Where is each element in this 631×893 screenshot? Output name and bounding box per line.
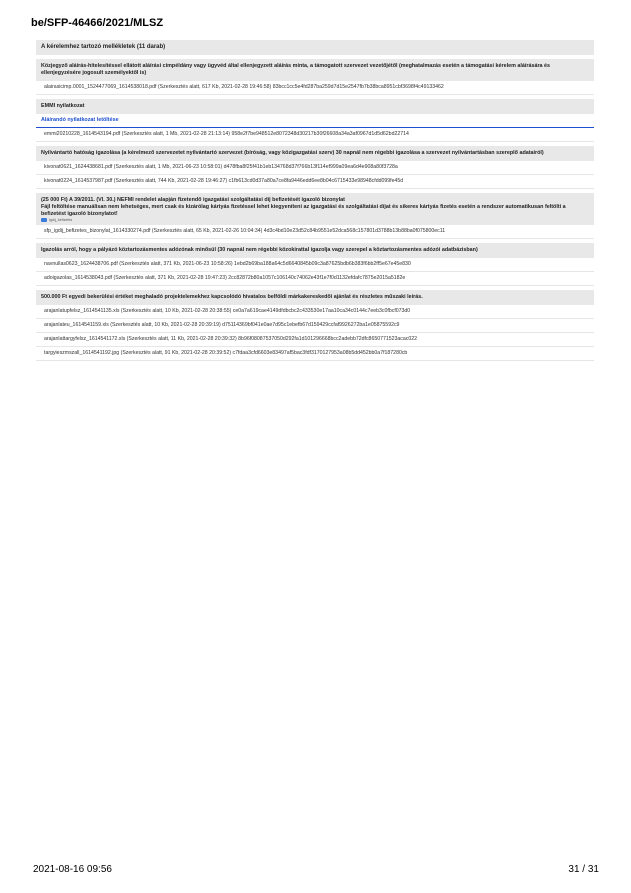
file-item[interactable]: kivonat0621_1624438681.pdf (Szerkesztés alatt, 1 Mb, 2021-06-23 10:58:01) d478fba8f25f41b1eb134768d37f766b13f114ef999a09ea6d4e908a80f3728a — [36, 161, 594, 175]
fee-tag-label: Igdíj_befizetés — [49, 218, 73, 223]
file-item[interactable]: targyieszmszall_1614541192.jpg (Szerkesztés alatt, 91 Kb, 2021-02-28 20:39:52) c7fdaa3cfd6603e83497af5bac3fdf3170127953a08b5dd452bb0a7f187280cb — [36, 347, 594, 361]
group-title-signature: Közjegyző aláírás-hitelesítéssel ellátott aláírási címpéldány vagy ügyvéd által ellenjegyzett aláírás minta, a támogatott szervezet vezetőjétől (meghatalmazás esetén a támogatási kérelem aláírására és ellenjegyzésére jogosult személyektől is) — [36, 59, 594, 81]
group-title-tax: Igazolás arról, hogy a pályázó köztartozásmentes adózónak minősül (30 napnál nem régebbi közokirattal igazolja vagy szerepel a köztartozásmentes adózói adatbázisban) — [36, 243, 594, 258]
fee-title: (25 000 Ft) A 39/2011. (VI. 30.) NEFMI rendelet alapján fizetendő igazgatási szolgáltatási díj befizetését igazoló bizonylat — [41, 197, 345, 203]
file-item[interactable]: kivonat0224_1614537987.pdf (Szerkesztés alatt, 744 Kb, 2021-02-28 19:46:27) c1fb613cd0d37a80a7ce8fa9446edd6ee8b04c6715433e98948cfdd099fe45d — [36, 175, 594, 189]
attachments-section — [36, 40, 594, 361]
download-declaration-link[interactable]: Aláírandó nyilatkozat letöltése — [36, 114, 594, 128]
group-title-registry: Nyilvántartó hatóság igazolása (a kérelmező szervezetet nyilvántartó szervezet (bíróság, vagy közigazgatási szerv) 30 napnál nem régebbi igazolása a szervezet nyilvántartásban szereplő adatairól) — [36, 146, 594, 161]
file-item[interactable]: arajanlateu_1614541159.xls (Szerkesztés alatt, 10 Kb, 2021-02-28 20:39:19) d75114369bf041e0ae7d95c1ebefb67d159429ccfaf9926272ba1e05875592c9 — [36, 319, 594, 333]
page-number: 31 / 31 — [568, 864, 599, 875]
file-item[interactable]: emmi20210228_1614543194.pdf (Szerkesztés alatt, 1 Mb, 2021-02-28 21:13:14) 958e2f7be948512e8072348d30217b30f26608a34a3af0967d1d5d62bd22714 — [36, 128, 594, 142]
document-id: be/SFP-46466/2021/MLSZ — [31, 17, 164, 29]
file-item[interactable]: alairasicimp.0001_1524477069_1614538018.pdf (Szerkesztés alatt, 617 Kb, 2021-02-28 19:46:58) 83bcc1cc5e4fd287ba259d7d15e2547fb7b38bca8951cbf3698f4c49133462 — [36, 81, 594, 95]
group-fee-payment — [36, 193, 594, 225]
tag-icon — [41, 218, 47, 222]
fee-tag — [41, 218, 589, 222]
print-date: 2021-08-16 09:56 — [33, 864, 112, 875]
section-title: A kérelemhez tartozó mellékletek (11 darab) — [36, 40, 594, 55]
file-item[interactable]: navnullas0623_1624438706.pdf (Szerkesztés alatt, 371 Kb, 2021-06-23 10:58:26) 1ebd2b69ba188a64c5d6640845b09c3a87625bdb6b383f6bb2ff5e67e45e830 — [36, 258, 594, 272]
group-title-quotes: 500.000 Ft egyedi bekerülési értéket meghaladó projektelemekhez kapcsolódó hivatalos belföldi márkakereskedői ajánlat és részletes műszaki leírás. — [36, 290, 594, 305]
file-item[interactable]: arajanlatupfelsz_1614541135.xls (Szerkesztés alatt, 10 Kb, 2021-02-28 20:38:55) ce0a7a619cae4149dfdbcbc2c433530e17aa10ca34c0144c7eeb3c0fbcf073d0 — [36, 305, 594, 319]
group-title-emmi: EMMI nyilatkozat — [36, 99, 594, 114]
file-item[interactable]: sfp_igdij_befizetes_bizonylat_1614330274.pdf (Szerkesztés alatt, 65 Kb, 2021-02-26 10:04:34) 4d3c4bd10e23d52c84b9551e52dca568c157801d3788b13b88ba0f075800ec11 — [36, 225, 594, 239]
file-item[interactable]: adoigazolas_1614538043.pdf (Szerkesztés alatt, 371 Kb, 2021-02-28 19:47:23) 2cc82872b80a1057c106140c74062e43f1e7f0d1132efdafc7875e2015a5182e — [36, 272, 594, 286]
file-item[interactable]: arajanlattargyfelsz_1614541172.xls (Szerkesztés alatt, 11 Kb, 2021-02-28 20:39:32) 8b96f08087537050d292fa1d101296668bcc2adebb72dfc8650771523acac022 — [36, 333, 594, 347]
fee-notice: Fájl feltöltése manuálisan nem lehetséges, mert csak és kizárólag kártyás fizetéssel lehet kiegyeníteni az igazgatási és szolgáltatási díjat és sikeres kártyás fizetés esetén a rendszer automatikusan feltölti a befizetést igazoló bizonylatot! — [41, 203, 566, 217]
